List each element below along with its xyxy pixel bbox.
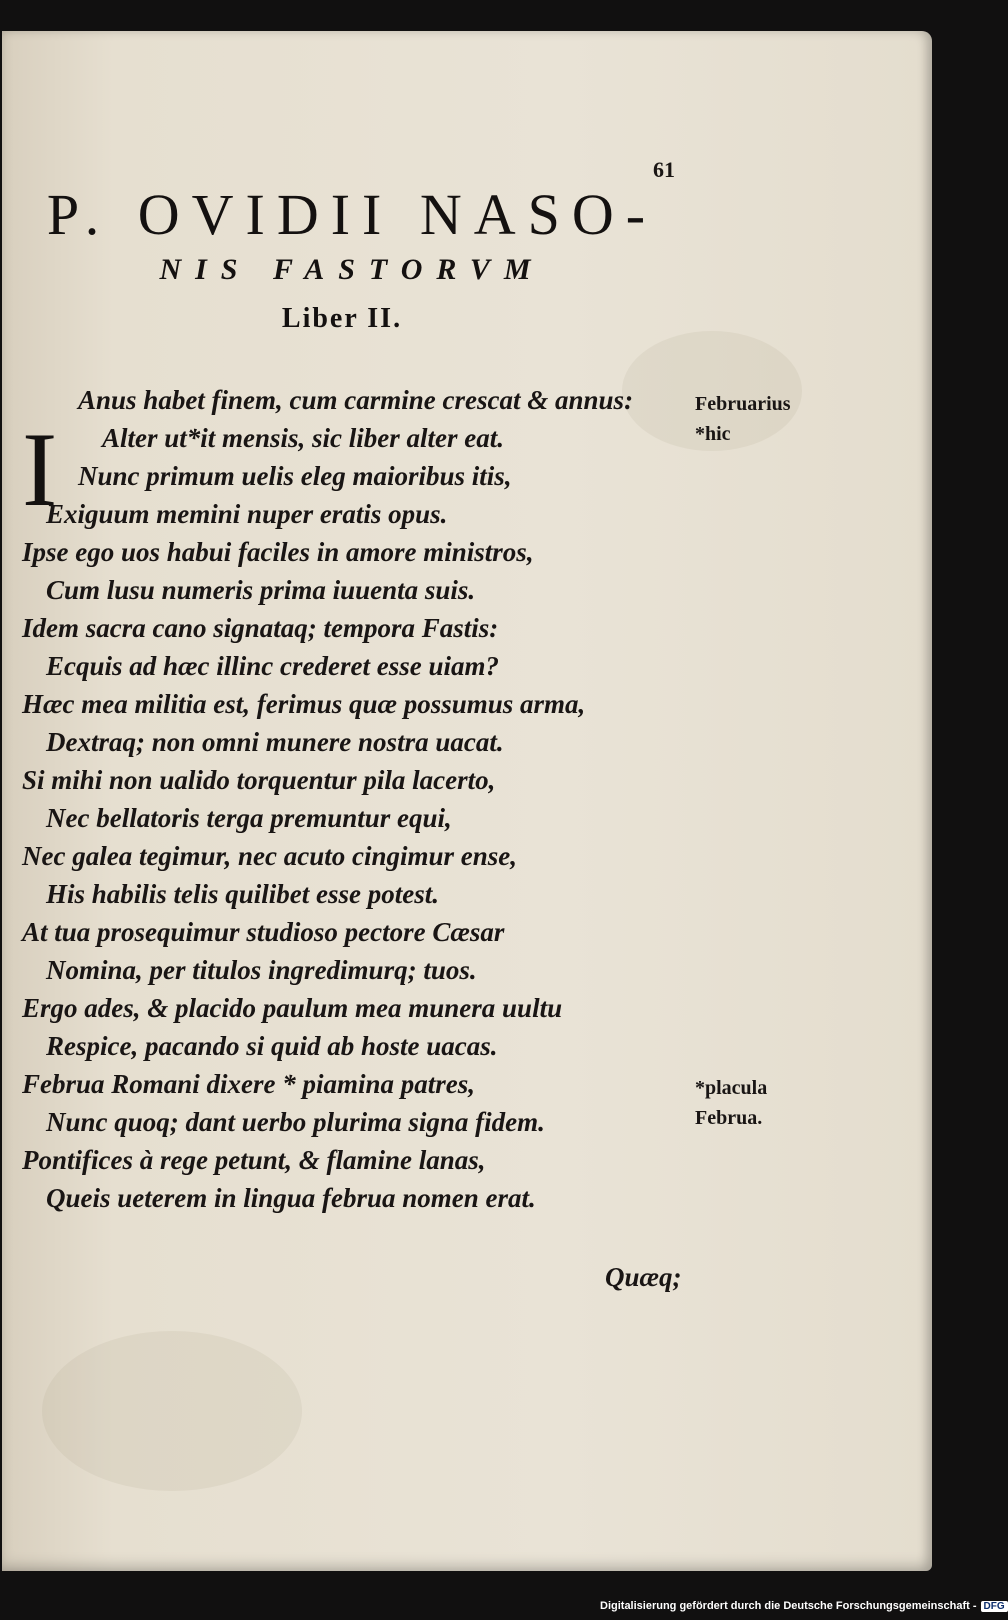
verse-line: Cum lusu numeris prima iuuenta suis. [46, 575, 476, 605]
credit-text: Digitalisierung gefördert durch die Deutsche Forschungsgemeinschaft - [600, 1600, 977, 1612]
verse-line: Februa Romani dixere * piamina patres, [22, 1069, 476, 1099]
verse-line: Hæc mea militia est, ferimus quæ possumus arma, [22, 689, 586, 719]
verse-line: Si mihi non ualido torquentur pila lacerto, [22, 765, 496, 795]
verse-line: His habilis telis quilibet esse potest. [46, 879, 440, 909]
verse-line: Queis ueterem in lingua februa nomen erat. [46, 1183, 536, 1213]
verse-line: Nec galea tegimur, nec acuto cingimur ense, [22, 841, 517, 871]
verse-line: Respice, pacando si quid ab hoste uacas. [46, 1031, 498, 1061]
verse-line: Idem sacra cano signataq; tempora Fastis: [22, 613, 499, 643]
page-number: 61 [653, 157, 675, 182]
title-main: P. OVIDII NASO- [46, 182, 658, 247]
verse-line: Alter ut*it mensis, sic liber alter eat. [102, 423, 505, 453]
verse-line: Nec bellatoris terga premuntur equi, [46, 803, 452, 833]
catchword: Quæq; [605, 1262, 682, 1292]
paper-stain [42, 1331, 302, 1491]
verse-line: Exiguum memini nuper eratis opus. [46, 499, 448, 529]
verse-line: Dextraq; non omni munere nostra uacat. [46, 727, 504, 757]
margin-gloss: *hic [695, 423, 731, 445]
margin-gloss: Februarius [695, 393, 791, 415]
digitization-credit [600, 1600, 1008, 1612]
verse-line: Nunc quoq; dant uerbo plurima signa fidem. [46, 1107, 545, 1137]
verse-line: At tua prosequimur studioso pectore Cæsar [22, 917, 505, 947]
verse-line: Nunc primum uelis eleg maioribus itis, [78, 461, 512, 491]
drop-initial: I [22, 411, 58, 528]
verse-line: Ergo ades, & placido paulum mea munera uultu [22, 993, 563, 1023]
book-page [2, 31, 932, 1571]
verse-line: Nomina, per titulos ingredimurq; tuos. [46, 955, 477, 985]
dfg-logo: DFG [981, 1601, 1008, 1612]
margin-gloss: Februa. [695, 1107, 763, 1129]
book-title: Liber II. [281, 303, 403, 334]
verse-line: Pontifices à rege petunt, & flamine lanas, [22, 1145, 486, 1175]
margin-gloss: *placula [695, 1077, 768, 1099]
verse-line: Ecquis ad hæc illinc crederet esse uiam? [46, 651, 499, 681]
verse-line: Anus habet finem, cum carmine crescat & annus: [78, 385, 634, 415]
verse-line: Ipse ego uos habui faciles in amore ministros, [22, 537, 534, 567]
title-sub: NIS FASTORVM [159, 253, 545, 286]
